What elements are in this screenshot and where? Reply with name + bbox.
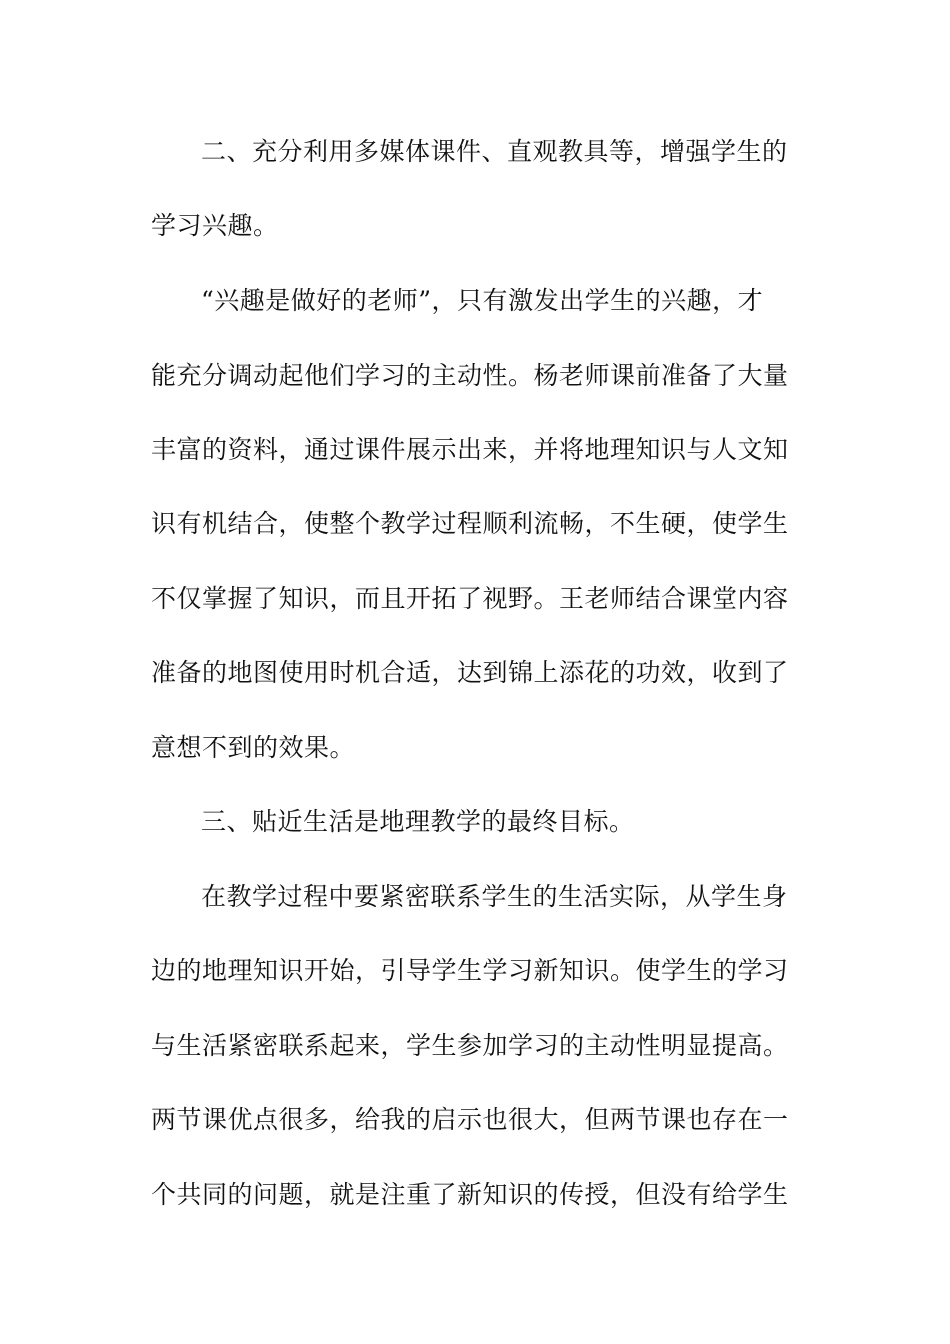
text-line: 能充分调动起他们学习的主动性。杨老师课前准备了大量 (151, 361, 789, 390)
text-line: 准备的地图使用时机合适，达到锦上添花的功效，收到了 (151, 658, 789, 687)
text-line: 与生活紧密联系起来，学生参加学习的主动性明显提高。 (151, 1031, 789, 1060)
text-line: 意想不到的效果。 (151, 733, 356, 762)
text-line: 边的地理知识开始，引导学生学习新知识。使学生的学习 (151, 956, 789, 985)
text-line: “兴趣是做好的老师”，只有激发出学生的兴趣，才 (201, 286, 764, 315)
text-line: 个共同的问题，就是注重了新知识的传授，但没有给学生 (151, 1180, 789, 1209)
text-line: 两节课优点很多，给我的启示也很大，但两节课也存在一 (151, 1105, 789, 1134)
text-line: 不仅掌握了知识，而且开拓了视野。王老师结合课堂内容 (151, 584, 789, 613)
text-line: 三、贴近生活是地理教学的最终目标。 (201, 807, 635, 836)
text-line: 在教学过程中要紧密联系学生的生活实际，从学生身 (201, 882, 788, 911)
text-line: 丰富的资料，通过课件展示出来，并将地理知识与人文知 (151, 435, 789, 464)
text-line: 学习兴趣。 (151, 211, 279, 240)
text-line: 识有机结合，使整个教学过程顺利流畅，不生硬，使学生 (151, 509, 789, 538)
text-line: 二、充分利用多媒体课件、直观教具等，增强学生的 (201, 137, 788, 166)
